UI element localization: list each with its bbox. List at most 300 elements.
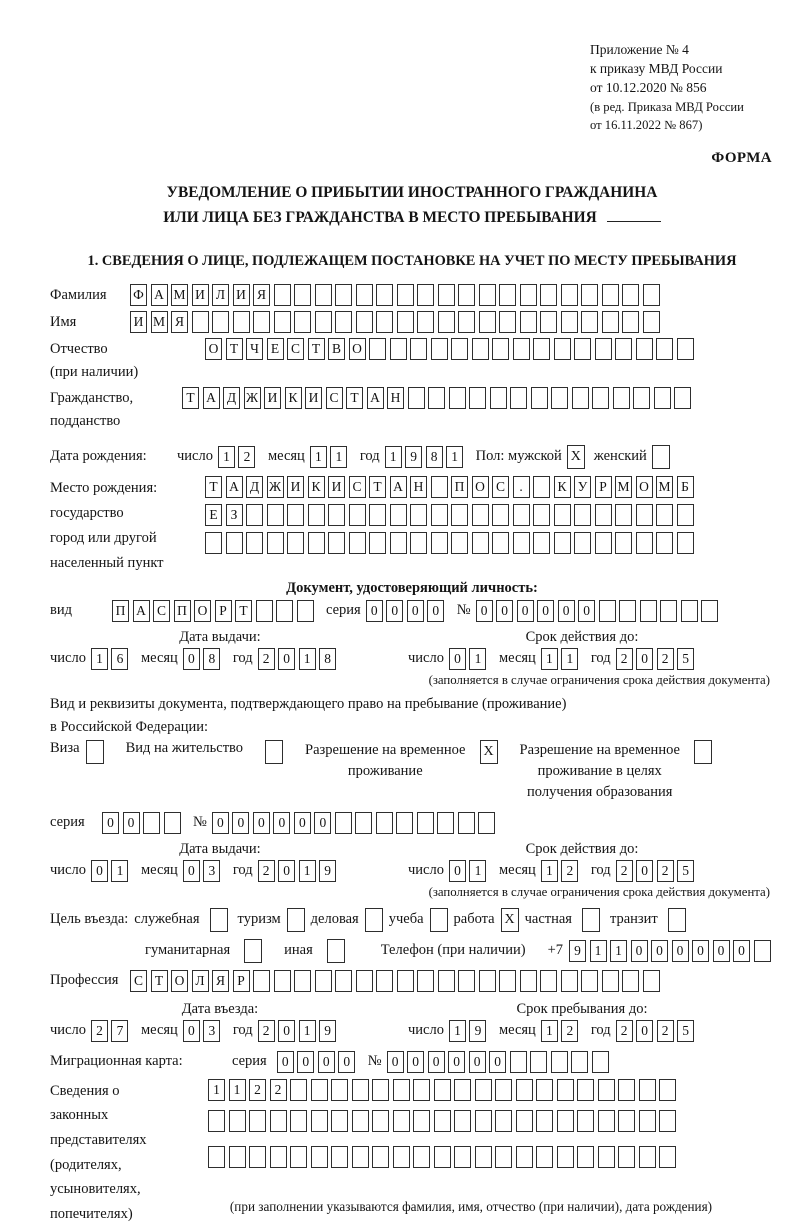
char-cell[interactable]	[557, 1146, 574, 1168]
char-cell[interactable]	[656, 338, 673, 360]
char-cell[interactable]: 1	[91, 648, 108, 670]
char-cell[interactable]: 1	[385, 446, 402, 468]
char-cell[interactable]	[413, 1146, 430, 1168]
char-cell[interactable]	[233, 311, 250, 333]
char-cell[interactable]	[335, 812, 352, 834]
char-cell[interactable]: 8	[426, 446, 443, 468]
purpose-study-checkbox[interactable]	[430, 908, 448, 932]
char-cell[interactable]	[267, 504, 284, 526]
char-cell[interactable]: Т	[205, 476, 222, 498]
char-cell[interactable]	[437, 812, 454, 834]
char-cell[interactable]	[681, 600, 698, 622]
char-cell[interactable]	[246, 532, 263, 554]
char-cell[interactable]: 0	[387, 1051, 404, 1073]
char-cell[interactable]: И	[305, 387, 322, 409]
char-cell[interactable]: 2	[270, 1079, 287, 1101]
char-cell[interactable]	[574, 338, 591, 360]
char-cell[interactable]: 1	[229, 1079, 246, 1101]
char-cell[interactable]	[478, 812, 495, 834]
char-cell[interactable]: 0	[631, 940, 648, 962]
char-cell[interactable]: 0	[183, 860, 200, 882]
char-cell[interactable]	[639, 1146, 656, 1168]
char-cell[interactable]	[369, 504, 386, 526]
char-cell[interactable]	[458, 284, 475, 306]
char-cell[interactable]	[352, 1110, 369, 1132]
char-cell[interactable]	[438, 970, 455, 992]
char-cell[interactable]: И	[192, 284, 209, 306]
char-cell[interactable]	[571, 1051, 588, 1073]
char-cell[interactable]: 0	[558, 600, 575, 622]
char-cell[interactable]: 0	[537, 600, 554, 622]
char-cell[interactable]: 0	[672, 940, 689, 962]
visa-checkbox[interactable]	[86, 740, 104, 764]
char-cell[interactable]	[369, 532, 386, 554]
char-cell[interactable]	[315, 284, 332, 306]
char-cell[interactable]: А	[203, 387, 220, 409]
char-cell[interactable]: 1	[299, 648, 316, 670]
char-cell[interactable]: О	[205, 338, 222, 360]
char-cell[interactable]	[554, 338, 571, 360]
char-cell[interactable]	[276, 600, 293, 622]
char-cell[interactable]: 0	[123, 812, 140, 834]
char-cell[interactable]	[431, 338, 448, 360]
sex-male-checkbox[interactable]: X	[567, 445, 585, 469]
char-cell[interactable]	[499, 311, 516, 333]
char-cell[interactable]	[677, 504, 694, 526]
char-cell[interactable]: А	[133, 600, 150, 622]
char-cell[interactable]: 0	[232, 812, 249, 834]
char-cell[interactable]	[520, 284, 537, 306]
char-cell[interactable]: 2	[561, 1020, 578, 1042]
char-cell[interactable]: 9	[319, 1020, 336, 1042]
char-cell[interactable]	[451, 504, 468, 526]
char-cell[interactable]	[479, 970, 496, 992]
char-cell[interactable]: 8	[319, 648, 336, 670]
char-cell[interactable]: 0	[183, 648, 200, 670]
purpose-humanitarian-checkbox[interactable]	[244, 939, 262, 963]
char-cell[interactable]	[393, 1146, 410, 1168]
char-cell[interactable]	[349, 504, 366, 526]
char-cell[interactable]	[454, 1110, 471, 1132]
char-cell[interactable]: 0	[294, 812, 311, 834]
char-cell[interactable]	[458, 812, 475, 834]
char-cell[interactable]	[417, 812, 434, 834]
char-cell[interactable]	[639, 1079, 656, 1101]
char-cell[interactable]	[490, 387, 507, 409]
purpose-work-checkbox[interactable]: X	[501, 908, 519, 932]
char-cell[interactable]	[308, 504, 325, 526]
char-cell[interactable]: 3	[203, 860, 220, 882]
char-cell[interactable]: 0	[469, 1051, 486, 1073]
char-cell[interactable]	[294, 311, 311, 333]
char-cell[interactable]	[397, 970, 414, 992]
char-cell[interactable]: Р	[595, 476, 612, 498]
char-cell[interactable]: Л	[192, 970, 209, 992]
char-cell[interactable]: 8	[203, 648, 220, 670]
char-cell[interactable]: З	[226, 504, 243, 526]
char-cell[interactable]	[677, 532, 694, 554]
char-cell[interactable]	[352, 1079, 369, 1101]
char-cell[interactable]: 2	[657, 860, 674, 882]
purpose-transit-checkbox[interactable]	[668, 908, 686, 932]
char-cell[interactable]: Ф	[130, 284, 147, 306]
char-cell[interactable]	[431, 532, 448, 554]
char-cell[interactable]: 0	[636, 1020, 653, 1042]
char-cell[interactable]: 0	[297, 1051, 314, 1073]
char-cell[interactable]: 1	[330, 446, 347, 468]
char-cell[interactable]	[372, 1079, 389, 1101]
char-cell[interactable]	[636, 504, 653, 526]
char-cell[interactable]: Р	[215, 600, 232, 622]
char-cell[interactable]	[598, 1110, 615, 1132]
char-cell[interactable]: М	[656, 476, 673, 498]
char-cell[interactable]	[472, 504, 489, 526]
char-cell[interactable]	[618, 1079, 635, 1101]
char-cell[interactable]: О	[636, 476, 653, 498]
char-cell[interactable]: 0	[314, 812, 331, 834]
char-cell[interactable]: Т	[369, 476, 386, 498]
char-cell[interactable]: Д	[246, 476, 263, 498]
char-cell[interactable]	[475, 1110, 492, 1132]
char-cell[interactable]: 1	[541, 860, 558, 882]
char-cell[interactable]	[229, 1146, 246, 1168]
char-cell[interactable]: А	[367, 387, 384, 409]
char-cell[interactable]	[656, 532, 673, 554]
char-cell[interactable]	[540, 311, 557, 333]
char-cell[interactable]	[396, 812, 413, 834]
char-cell[interactable]	[290, 1146, 307, 1168]
char-cell[interactable]	[618, 1146, 635, 1168]
char-cell[interactable]: М	[171, 284, 188, 306]
char-cell[interactable]	[554, 532, 571, 554]
char-cell[interactable]: 0	[407, 600, 424, 622]
char-cell[interactable]	[390, 532, 407, 554]
char-cell[interactable]: 2	[616, 1020, 633, 1042]
char-cell[interactable]	[636, 338, 653, 360]
char-cell[interactable]: Б	[677, 476, 694, 498]
char-cell[interactable]	[622, 311, 639, 333]
char-cell[interactable]: К	[308, 476, 325, 498]
char-cell[interactable]	[372, 1110, 389, 1132]
char-cell[interactable]	[659, 1110, 676, 1132]
char-cell[interactable]	[654, 387, 671, 409]
char-cell[interactable]	[516, 1110, 533, 1132]
char-cell[interactable]	[417, 284, 434, 306]
char-cell[interactable]	[256, 600, 273, 622]
char-cell[interactable]	[397, 311, 414, 333]
char-cell[interactable]: Ж	[267, 476, 284, 498]
char-cell[interactable]	[417, 311, 434, 333]
char-cell[interactable]: 5	[677, 648, 694, 670]
char-cell[interactable]	[613, 387, 630, 409]
char-cell[interactable]: 1	[469, 860, 486, 882]
char-cell[interactable]: 0	[366, 600, 383, 622]
char-cell[interactable]: 2	[616, 648, 633, 670]
char-cell[interactable]	[660, 600, 677, 622]
char-cell[interactable]	[434, 1110, 451, 1132]
char-cell[interactable]: 1	[541, 1020, 558, 1042]
char-cell[interactable]	[598, 1079, 615, 1101]
char-cell[interactable]: А	[390, 476, 407, 498]
char-cell[interactable]	[618, 1110, 635, 1132]
char-cell[interactable]	[554, 504, 571, 526]
char-cell[interactable]: С	[130, 970, 147, 992]
char-cell[interactable]	[513, 504, 530, 526]
char-cell[interactable]	[410, 338, 427, 360]
char-cell[interactable]: 0	[449, 860, 466, 882]
char-cell[interactable]	[349, 532, 366, 554]
char-cell[interactable]: 0	[578, 600, 595, 622]
char-cell[interactable]	[274, 311, 291, 333]
char-cell[interactable]	[208, 1146, 225, 1168]
char-cell[interactable]	[659, 1079, 676, 1101]
char-cell[interactable]	[540, 284, 557, 306]
char-cell[interactable]: Л	[212, 284, 229, 306]
char-cell[interactable]: 2	[657, 1020, 674, 1042]
char-cell[interactable]	[674, 387, 691, 409]
char-cell[interactable]	[599, 600, 616, 622]
char-cell[interactable]	[208, 1110, 225, 1132]
char-cell[interactable]	[331, 1079, 348, 1101]
char-cell[interactable]	[311, 1110, 328, 1132]
purpose-business-checkbox[interactable]	[365, 908, 383, 932]
char-cell[interactable]	[205, 532, 222, 554]
char-cell[interactable]	[249, 1146, 266, 1168]
char-cell[interactable]	[598, 1146, 615, 1168]
char-cell[interactable]: С	[287, 338, 304, 360]
char-cell[interactable]	[458, 970, 475, 992]
char-cell[interactable]	[615, 504, 632, 526]
char-cell[interactable]	[479, 311, 496, 333]
char-cell[interactable]	[643, 284, 660, 306]
char-cell[interactable]	[335, 970, 352, 992]
char-cell[interactable]	[602, 311, 619, 333]
char-cell[interactable]: У	[574, 476, 591, 498]
char-cell[interactable]	[639, 1110, 656, 1132]
char-cell[interactable]: Р	[233, 970, 250, 992]
char-cell[interactable]	[595, 338, 612, 360]
char-cell[interactable]	[530, 1051, 547, 1073]
char-cell[interactable]	[754, 940, 771, 962]
char-cell[interactable]: Т	[226, 338, 243, 360]
char-cell[interactable]: 0	[713, 940, 730, 962]
char-cell[interactable]: 1	[299, 1020, 316, 1042]
char-cell[interactable]: 0	[253, 812, 270, 834]
char-cell[interactable]	[287, 532, 304, 554]
char-cell[interactable]	[315, 970, 332, 992]
char-cell[interactable]: 5	[677, 1020, 694, 1042]
char-cell[interactable]: 9	[469, 1020, 486, 1042]
char-cell[interactable]: 0	[496, 600, 513, 622]
char-cell[interactable]	[581, 311, 598, 333]
char-cell[interactable]	[431, 476, 448, 498]
char-cell[interactable]	[516, 1079, 533, 1101]
char-cell[interactable]	[451, 338, 468, 360]
char-cell[interactable]	[551, 1051, 568, 1073]
residence-permit-checkbox[interactable]	[265, 740, 283, 764]
char-cell[interactable]	[551, 387, 568, 409]
char-cell[interactable]	[315, 311, 332, 333]
char-cell[interactable]: С	[153, 600, 170, 622]
purpose-other-checkbox[interactable]	[327, 939, 345, 963]
char-cell[interactable]	[431, 504, 448, 526]
char-cell[interactable]	[619, 600, 636, 622]
char-cell[interactable]: Е	[267, 338, 284, 360]
char-cell[interactable]	[328, 504, 345, 526]
char-cell[interactable]	[495, 1146, 512, 1168]
char-cell[interactable]	[577, 1110, 594, 1132]
char-cell[interactable]	[659, 1146, 676, 1168]
char-cell[interactable]	[533, 338, 550, 360]
char-cell[interactable]	[143, 812, 160, 834]
char-cell[interactable]: 0	[449, 648, 466, 670]
char-cell[interactable]	[536, 1146, 553, 1168]
char-cell[interactable]: 0	[407, 1051, 424, 1073]
char-cell[interactable]: 9	[569, 940, 586, 962]
char-cell[interactable]: 0	[278, 860, 295, 882]
temp-residence-education-checkbox[interactable]	[694, 740, 712, 764]
char-cell[interactable]	[513, 532, 530, 554]
char-cell[interactable]	[356, 970, 373, 992]
char-cell[interactable]: К	[285, 387, 302, 409]
char-cell[interactable]: Я	[171, 311, 188, 333]
char-cell[interactable]	[643, 970, 660, 992]
char-cell[interactable]	[561, 311, 578, 333]
char-cell[interactable]	[331, 1146, 348, 1168]
char-cell[interactable]	[581, 970, 598, 992]
char-cell[interactable]: 0	[273, 812, 290, 834]
char-cell[interactable]	[572, 387, 589, 409]
char-cell[interactable]	[311, 1079, 328, 1101]
char-cell[interactable]	[499, 970, 516, 992]
char-cell[interactable]	[352, 1146, 369, 1168]
char-cell[interactable]	[602, 284, 619, 306]
char-cell[interactable]: Ч	[246, 338, 263, 360]
char-cell[interactable]	[393, 1079, 410, 1101]
char-cell[interactable]	[557, 1079, 574, 1101]
char-cell[interactable]: С	[492, 476, 509, 498]
char-cell[interactable]: И	[328, 476, 345, 498]
char-cell[interactable]	[533, 504, 550, 526]
char-cell[interactable]: 1	[310, 446, 327, 468]
char-cell[interactable]	[701, 600, 718, 622]
char-cell[interactable]: 0	[318, 1051, 335, 1073]
char-cell[interactable]: С	[326, 387, 343, 409]
char-cell[interactable]	[533, 476, 550, 498]
char-cell[interactable]	[536, 1110, 553, 1132]
char-cell[interactable]	[622, 284, 639, 306]
char-cell[interactable]: 2	[258, 860, 275, 882]
char-cell[interactable]	[574, 504, 591, 526]
char-cell[interactable]	[449, 387, 466, 409]
char-cell[interactable]	[472, 532, 489, 554]
char-cell[interactable]	[376, 812, 393, 834]
char-cell[interactable]	[495, 1079, 512, 1101]
char-cell[interactable]: 1	[218, 446, 235, 468]
char-cell[interactable]	[397, 284, 414, 306]
char-cell[interactable]: И	[264, 387, 281, 409]
char-cell[interactable]: .	[513, 476, 530, 498]
char-cell[interactable]	[417, 970, 434, 992]
char-cell[interactable]	[270, 1110, 287, 1132]
char-cell[interactable]	[622, 970, 639, 992]
char-cell[interactable]: 2	[249, 1079, 266, 1101]
char-cell[interactable]: Т	[182, 387, 199, 409]
char-cell[interactable]	[615, 338, 632, 360]
char-cell[interactable]: 1	[299, 860, 316, 882]
char-cell[interactable]	[458, 311, 475, 333]
char-cell[interactable]	[253, 970, 270, 992]
char-cell[interactable]: 1	[561, 648, 578, 670]
char-cell[interactable]: Т	[308, 338, 325, 360]
char-cell[interactable]	[499, 284, 516, 306]
char-cell[interactable]	[294, 284, 311, 306]
char-cell[interactable]	[372, 1146, 389, 1168]
char-cell[interactable]	[438, 311, 455, 333]
char-cell[interactable]	[390, 504, 407, 526]
char-cell[interactable]: 0	[212, 812, 229, 834]
char-cell[interactable]	[492, 338, 509, 360]
char-cell[interactable]: 9	[319, 860, 336, 882]
char-cell[interactable]: Т	[346, 387, 363, 409]
char-cell[interactable]: Е	[205, 504, 222, 526]
char-cell[interactable]	[615, 532, 632, 554]
char-cell[interactable]	[479, 284, 496, 306]
char-cell[interactable]: 1	[469, 648, 486, 670]
char-cell[interactable]	[290, 1110, 307, 1132]
char-cell[interactable]	[475, 1146, 492, 1168]
char-cell[interactable]: Н	[387, 387, 404, 409]
char-cell[interactable]	[249, 1110, 266, 1132]
char-cell[interactable]: 1	[590, 940, 607, 962]
char-cell[interactable]	[294, 970, 311, 992]
char-cell[interactable]	[376, 970, 393, 992]
char-cell[interactable]: 9	[405, 446, 422, 468]
char-cell[interactable]	[451, 532, 468, 554]
char-cell[interactable]: 1	[208, 1079, 225, 1101]
char-cell[interactable]: М	[615, 476, 632, 498]
char-cell[interactable]: 1	[446, 446, 463, 468]
char-cell[interactable]: 0	[278, 1020, 295, 1042]
char-cell[interactable]	[438, 284, 455, 306]
char-cell[interactable]: 0	[278, 648, 295, 670]
char-cell[interactable]: А	[226, 476, 243, 498]
char-cell[interactable]	[226, 532, 243, 554]
char-cell[interactable]	[376, 311, 393, 333]
char-cell[interactable]	[520, 970, 537, 992]
char-cell[interactable]	[643, 311, 660, 333]
char-cell[interactable]	[311, 1146, 328, 1168]
char-cell[interactable]: 0	[636, 648, 653, 670]
char-cell[interactable]	[428, 387, 445, 409]
char-cell[interactable]	[520, 311, 537, 333]
char-cell[interactable]: 0	[277, 1051, 294, 1073]
char-cell[interactable]: А	[151, 284, 168, 306]
char-cell[interactable]: 0	[338, 1051, 355, 1073]
char-cell[interactable]	[274, 284, 291, 306]
char-cell[interactable]: 3	[203, 1020, 220, 1042]
char-cell[interactable]: 2	[91, 1020, 108, 1042]
char-cell[interactable]: И	[130, 311, 147, 333]
char-cell[interactable]	[454, 1146, 471, 1168]
char-cell[interactable]	[246, 504, 263, 526]
char-cell[interactable]: 1	[610, 940, 627, 962]
char-cell[interactable]: 2	[561, 860, 578, 882]
char-cell[interactable]: 2	[238, 446, 255, 468]
char-cell[interactable]	[297, 600, 314, 622]
char-cell[interactable]: И	[233, 284, 250, 306]
char-cell[interactable]: 5	[677, 860, 694, 882]
